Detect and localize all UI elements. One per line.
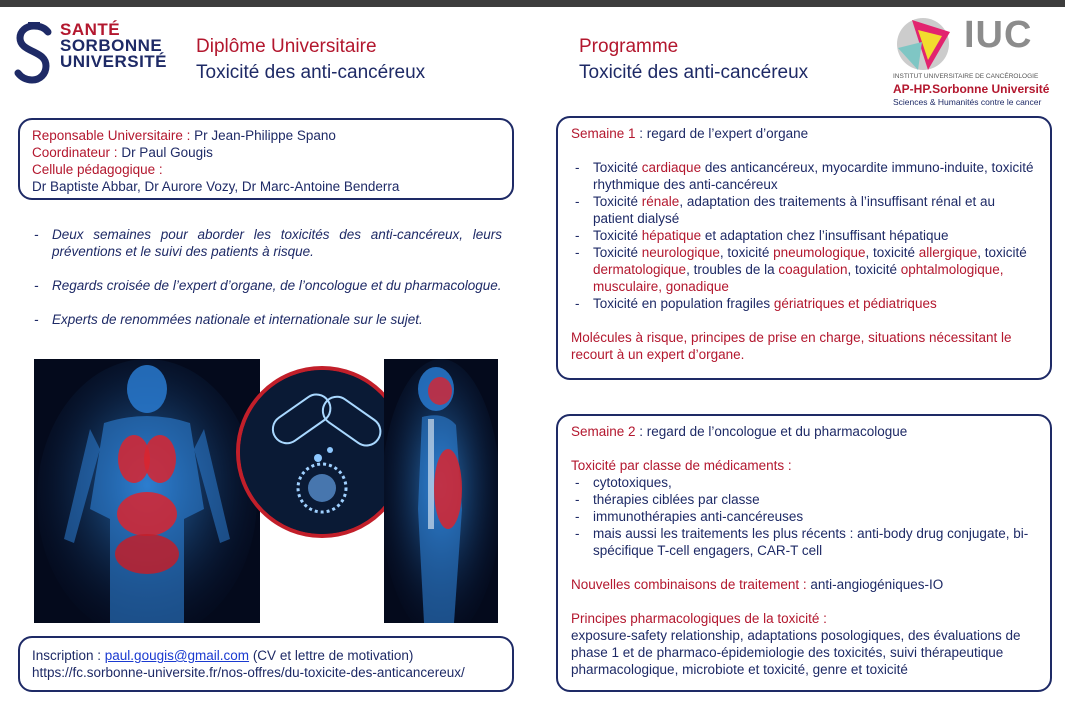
logo-line2: SORBONNE — [60, 36, 163, 55]
top-bar — [0, 0, 1065, 7]
list-item: - immunothérapies anti-cancéreuses — [571, 508, 1037, 525]
pharma-text: exposure-safety relationship, adaptations posologiques, des évaluations de phase 1 et de pharmaco-épidemiologie des toxicités, suivi thérapeutique pharmacologique, microbiote et toxicité, genre et toxicité — [571, 628, 1021, 677]
inscription-url-link[interactable]: https://fc.sorbonne-universite.fr/nos-offres/du-toxicite-des-anticancereux/ — [32, 665, 465, 680]
inscription-note: (CV et lettre de motivation) — [249, 648, 414, 663]
inscription-label: Inscription : — [32, 648, 105, 663]
intro-item: - Deux semaines pour aborder les toxicités des anti-cancéreux, leurs préventions et le suivi des patients à risque. — [30, 226, 502, 260]
human-body-side-illustration-icon — [384, 359, 498, 623]
responsables-box — [18, 118, 514, 200]
resp-name: Pr Jean-Philippe Spano — [190, 128, 336, 143]
week1-title: : regard de l’expert d’organe — [635, 126, 809, 141]
week1-footer: Molécules à risque, principes de prise en charge, situations nécessitant le recourt à un expert d’organe. — [571, 330, 1012, 362]
iuc-logo — [892, 12, 1062, 107]
week1-label: Semaine 1 — [571, 126, 636, 141]
logo-line3: UNIVERSITÉ — [60, 52, 168, 71]
week1-box — [556, 116, 1052, 380]
coord-label: Coordinateur : — [32, 145, 118, 160]
programme-subtitle: Toxicité des anti-cancéreux — [579, 62, 809, 83]
list-item: - Toxicité hépatique et adaptation chez l’insuffisant hépatique — [571, 227, 1037, 244]
logo-line1: SANTÉ — [60, 20, 121, 39]
intro-item: - Experts de renommées nationale et internationale sur le sujet. — [30, 311, 502, 328]
pill-capsule-image — [236, 366, 408, 538]
list-item: - Toxicité rénale, adaptation des traitements à l’insuffisant rénal et au patient dialysé — [571, 193, 1037, 227]
list-item: - thérapies ciblées par classe — [571, 491, 1037, 508]
inscription-email-link[interactable]: paul.gougis@gmail.com — [104, 648, 250, 663]
iuc-line3: Sciences & Humanités contre le cancer — [893, 97, 1042, 107]
programme-title: Programme — [579, 36, 679, 57]
coord-name: Dr Paul Gougis — [117, 145, 213, 160]
pill-capsule-illustration-icon — [240, 370, 404, 534]
iuc-line2: AP-HP.Sorbonne Université — [893, 82, 1050, 96]
week2-label: Semaine 2 — [571, 424, 636, 439]
classes-title: Toxicité par classe de médicaments : — [571, 458, 792, 473]
cell-names: Dr Baptiste Abbar, Dr Aurore Vozy, Dr Marc-Antoine Benderra — [32, 179, 400, 194]
human-body-side-image — [384, 359, 498, 623]
list-item: - Toxicité en population fragiles gériatriques et pédiatriques — [571, 295, 1037, 312]
week2-title: : regard de l’oncologue et du pharmacologue — [635, 424, 908, 439]
inscription-box — [18, 636, 514, 692]
intro-list — [30, 226, 502, 345]
diploma-title: Diplôme Universitaire — [196, 36, 377, 57]
combo-value: anti-angiogéniques-IO — [806, 577, 944, 592]
human-body-front-illustration-icon — [34, 359, 260, 623]
pharma-title: Principes pharmacologiques de la toxicité : — [571, 611, 827, 626]
sorbonne-logo — [12, 22, 182, 86]
list-item: - cytotoxiques, — [571, 474, 1037, 491]
diploma-subtitle: Toxicité des anti-cancéreux — [196, 62, 426, 83]
classes-list — [571, 474, 1037, 559]
intro-item: - Regards croisée de l’expert d’organe, de l’oncologue et du pharmacologue. — [30, 277, 502, 294]
list-item: - Toxicité neurologique, toxicité pneumologique, toxicité allergique, toxicité dermatologique, troubles de la coagulation, toxicité ophtalmologique, musculaire, gonadique — [571, 244, 1037, 295]
combo-label: Nouvelles combinaisons de traitement : — [571, 577, 807, 592]
sorbonne-s-logo-icon — [12, 22, 56, 86]
iuc-logo-icon — [892, 14, 954, 74]
human-body-front-image — [34, 359, 260, 623]
list-item: - Toxicité cardiaque des anticancéreux, myocardite immuno-induite, toxicité rhythmique des anti-cancéreux — [571, 159, 1037, 193]
list-item: - mais aussi les traitements les plus récents : anti-body drug conjugate, bi-spécifique T-cell engagers, CAR-T cell — [571, 525, 1037, 559]
resp-label: Reponsable Universitaire : — [32, 128, 191, 143]
iuc-letters: IUC — [964, 14, 1033, 56]
week1-list — [571, 159, 1037, 312]
week2-box — [556, 414, 1052, 692]
iuc-line1: INSTITUT UNIVERSITAIRE DE CANCÉROLOGIE — [893, 73, 1039, 80]
cell-label: Cellule pédagogique : — [32, 162, 163, 177]
